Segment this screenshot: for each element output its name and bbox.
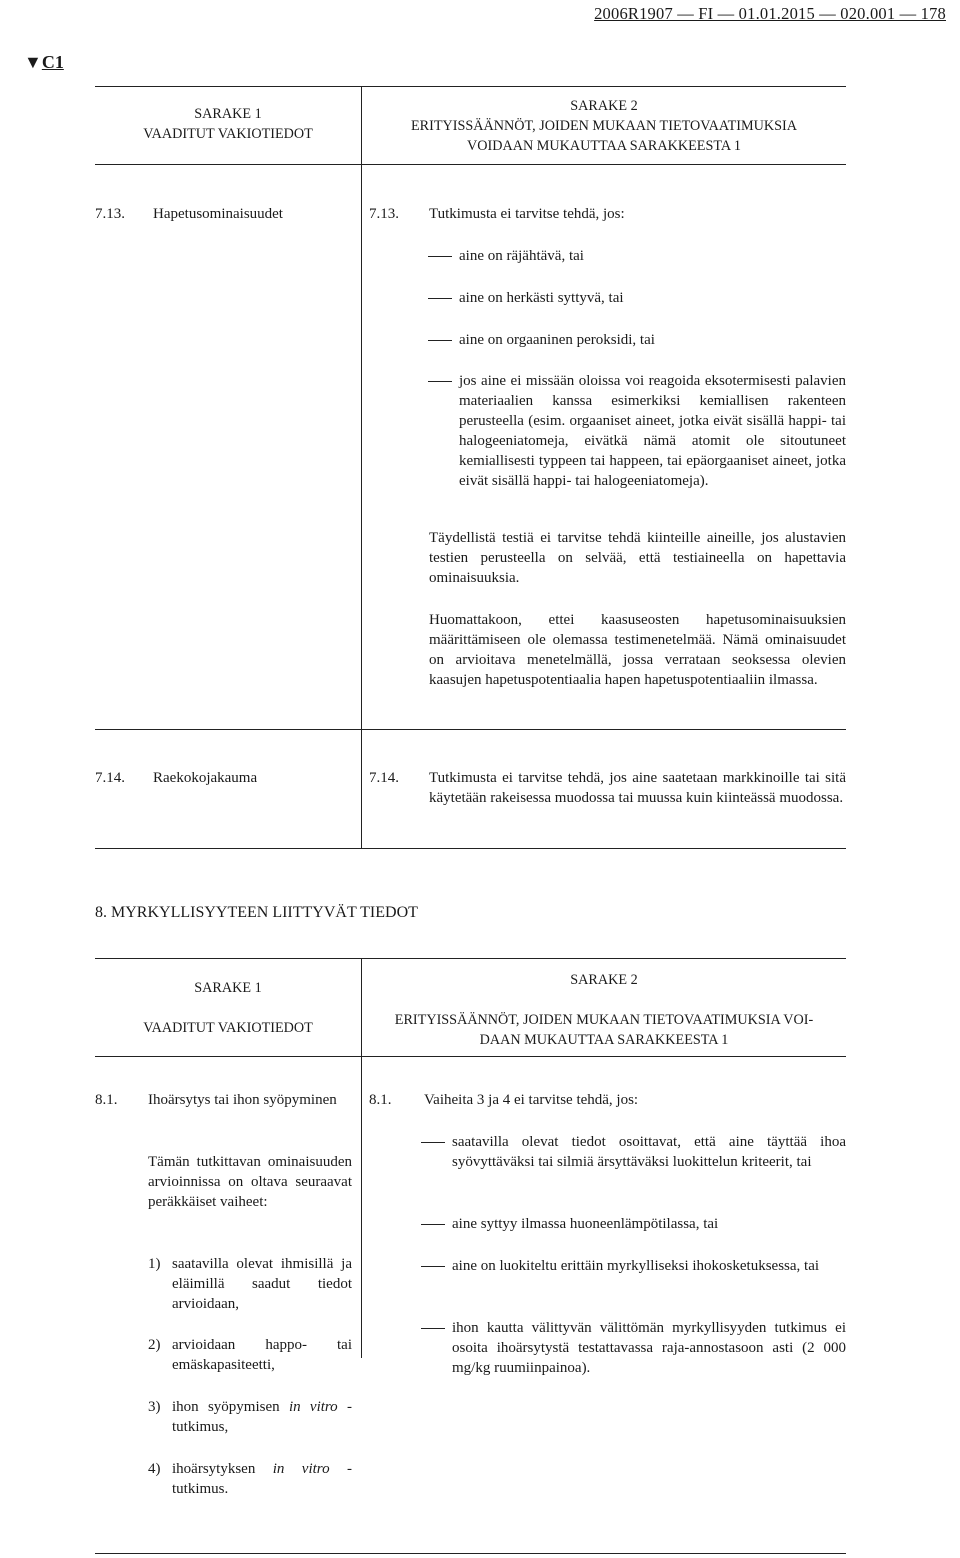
col2-subtitle-line2: VOIDAAN MUKAUTTAA SARAKKEESTA 1 (467, 138, 741, 154)
step-number: 4) (148, 1461, 161, 1477)
step-number: 2) (148, 1337, 161, 1353)
table1-bottom-rule (95, 848, 846, 849)
col2-title: SARAKE 2 (570, 972, 638, 988)
rule-number: 7.14. (369, 770, 399, 786)
col1-subtitle: VAADITUT VAKIOTIEDOT (143, 126, 313, 142)
table2-col1-header (95, 978, 361, 1038)
col1-title: SARAKE 1 (194, 980, 262, 996)
dash-item: aine syttyy ilmassa huoneenlämpötilassa, tai (452, 1214, 846, 1234)
step-text-part: -tutkimus, (172, 1399, 352, 1435)
document-reference-header: 2006R1907 — FI — 01.01.2015 — 020.001 — 178 (594, 4, 946, 23)
dash-item: aine on orgaaninen peroksidi, tai (459, 330, 846, 350)
step-text: arvioidaan happo- tai emäskapasiteetti, (172, 1337, 352, 1373)
amendment-marker (24, 52, 64, 72)
paragraph: Täydellistä testiä ei tarvitse tehdä kiinteille aineille, jos alustavien testien perusteella on selvää, että testiaineella on hapettavia ominaisuuksia. (429, 530, 846, 586)
table1-top-rule (95, 86, 846, 87)
table1-row-rule (95, 729, 846, 730)
step-text-part: -tutkimus. (172, 1461, 352, 1497)
dash-item: aine on herkästi syttyvä, tai (459, 288, 846, 308)
table2-header-rule (95, 1056, 846, 1057)
step-text-part: ihon syöpymisen (172, 1399, 289, 1415)
table1-col1-header (95, 104, 361, 144)
rule-number: 8.1. (369, 1092, 392, 1108)
dash-item: jos aine ei missään oloissa voi reagoida eksotermisesti palavien materiaalien kanssa esimerkiksi kemiallisen rakenteen perusteella (esim. orgaaniset aineet, jotka eivät sisällä happi- tai halogeeniatomeja, eivätkä nämä atomit ole sitoutuneet kemiallisesti typpeen tai happeen, tai epäorgaaniset aineet, jotka eivät sisällä happi- tai halogeeniatomeja). (459, 373, 846, 489)
step-number: 1) (148, 1256, 161, 1272)
col2-subtitle-line2: DAAN MUKAUTTAA SARAKKEESTA 1 (479, 1032, 729, 1048)
table2-col2-header (362, 970, 846, 1050)
dash-item: aine on räjähtävä, tai (459, 246, 846, 266)
step-text-italic: in vitro (272, 1461, 330, 1477)
row-description: Tämän tutkittavan ominaisuuden arvioinnissa on oltava seuraavat peräkkäiset vaiheet: (148, 1154, 352, 1210)
rule-intro: Tutkimusta ei tarvitse tehdä, jos: (429, 206, 625, 222)
amendment-code: C1 (41, 52, 64, 72)
dash-item: aine on luokiteltu erittäin myrkylliseksi ihokosketuksessa, tai (452, 1256, 846, 1276)
table2-top-rule (95, 958, 846, 959)
table1-column-divider (361, 729, 362, 848)
step-text (172, 1459, 352, 1499)
triangle-down-icon: ▼ (24, 52, 42, 72)
step-text-italic: in vitro (288, 1399, 338, 1415)
paragraph: Huomattakoon, ettei kaasuseosten hapetusominaisuuksien määrittämiseen ole olemassa testimenetelmää. Nämä ominaisuudet on arvioitava menetelmällä, jossa verrataan seoksessa olevien kaasujen hapetuspotentiaalia hapen hapetuspotentiaaliin ilmassa. (429, 612, 846, 688)
table1-col2-header (362, 96, 846, 156)
dash-item: saatavilla olevat tiedot osoittavat, että aine täyttää ihoa syövyttäväksi tai silmiä ärsyttäväksi luokittelun kriteerit, tai (452, 1134, 846, 1170)
col2-subtitle-line1: ERITYISSÄÄNNÖT, JOIDEN MUKAAN TIETOVAATIMUKSIA (411, 118, 797, 134)
step-text (172, 1397, 352, 1437)
row-number: 7.14. (95, 770, 125, 786)
step-text-part: ihoärsytyksen (172, 1461, 273, 1477)
col2-subtitle-line1: ERITYISSÄÄNNÖT, JOIDEN MUKAAN TIETOVAATIMUKSIA VOI- (394, 1012, 814, 1028)
row-number: 7.13. (95, 206, 125, 222)
row-number: 8.1. (95, 1092, 118, 1108)
section-heading: 8. MYRKYLLISYYTEEN LIITTYVÄT TIEDOT (95, 904, 418, 921)
col2-title: SARAKE 2 (570, 98, 638, 114)
table2-bottom-rule (95, 1553, 846, 1554)
step-number: 3) (148, 1399, 161, 1415)
rule-number: 7.13. (369, 206, 399, 222)
row-title: Hapetusominaisuudet (153, 206, 283, 222)
row-title: Raekokojakauma (153, 770, 258, 786)
step-text: saatavilla olevat ihmisillä ja eläimillä saadut tiedot arvioidaan, (172, 1256, 352, 1312)
row-title: Ihoärsytys tai ihon syöpyminen (148, 1092, 337, 1108)
dash-item: ihon kautta välittyvän välittömän myrkyllisyyden tutkimus ei osoita ihoärsytystä testattavassa raja-annostasoon asti (2 000 mg/kg ruumiinpainoa). (452, 1320, 846, 1376)
col1-subtitle: VAADITUT VAKIOTIEDOT (143, 1020, 313, 1036)
col1-title: SARAKE 1 (194, 106, 262, 122)
rule-intro: Vaiheita 3 ja 4 ei tarvitse tehdä, jos: (424, 1092, 639, 1108)
rule-text: Tutkimusta ei tarvitse tehdä, jos aine saatetaan markkinoille tai sitä käytetään rakeisessa muodossa tai muussa kuin kiinteässä muodossa. (429, 770, 846, 806)
table1-header-rule (95, 164, 846, 165)
table1-column-divider (361, 86, 362, 729)
